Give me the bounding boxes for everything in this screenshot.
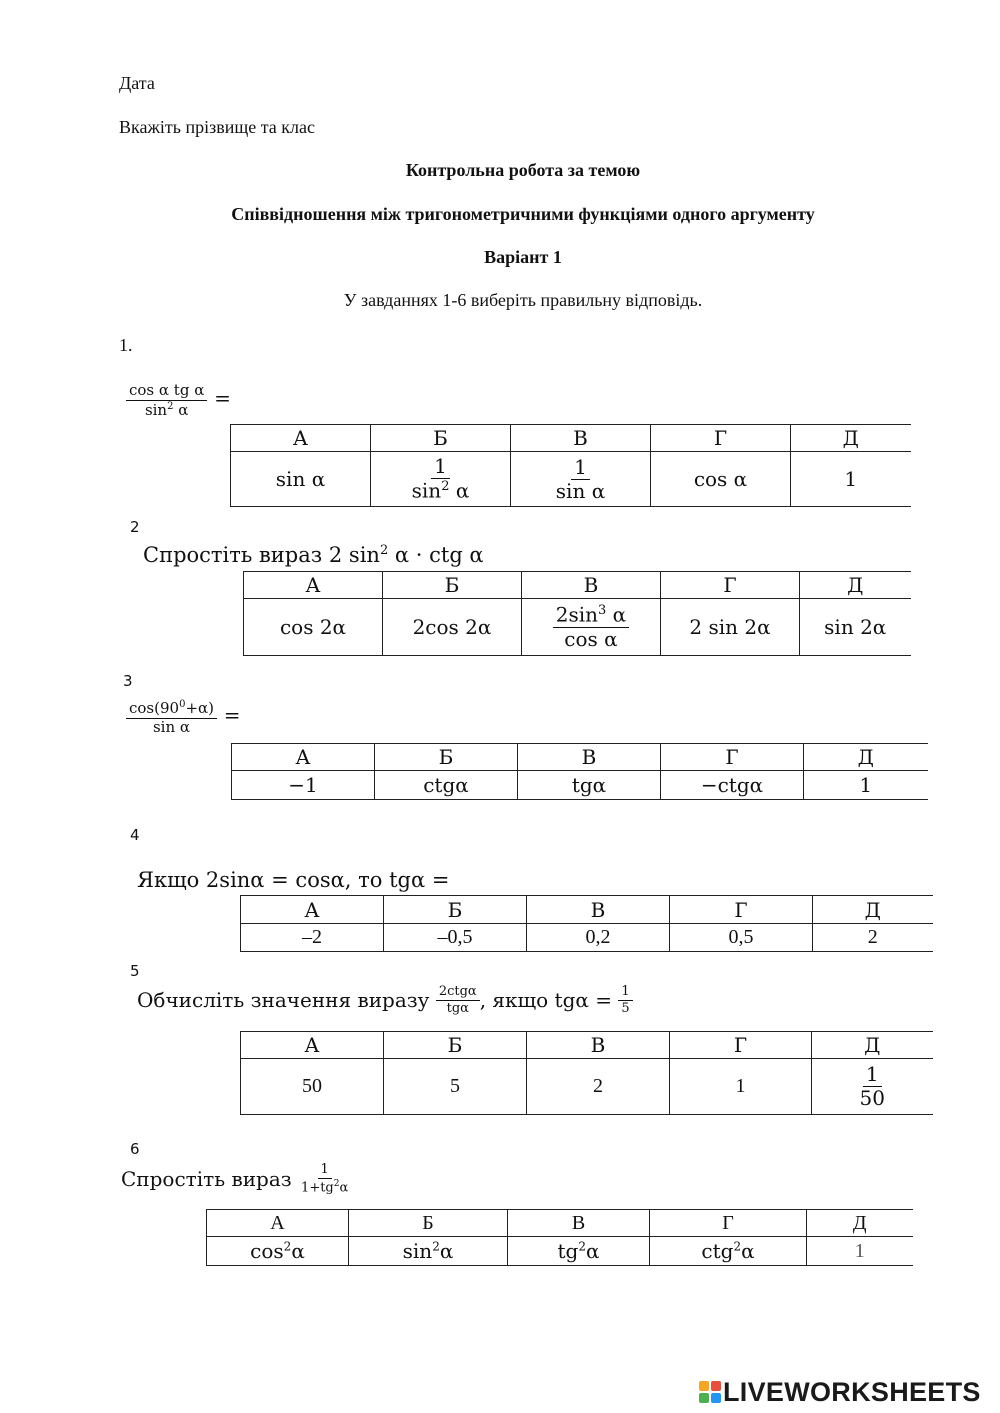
liveworksheets-wordmark: LIVEWORKSHEETS	[723, 1376, 981, 1407]
q2-c-num: 2sin	[555, 602, 599, 627]
q1-b-sup: 2	[441, 479, 450, 495]
question-2-number: 2	[130, 518, 140, 536]
q6-a-sup: 2	[283, 1239, 292, 1254]
q1-c-num: 1	[571, 457, 590, 480]
q1-den-sup: 2	[167, 400, 174, 412]
q3-num: cos(90	[129, 699, 180, 717]
q4-col-a: А	[241, 896, 384, 924]
q6-b: sin	[402, 1239, 433, 1263]
q1-equals: =	[214, 385, 231, 410]
q3-col-c: В	[518, 744, 661, 771]
question-6-text	[121, 1163, 351, 1195]
q6-option-e[interactable]: 1	[807, 1237, 913, 1266]
q6-option-d[interactable]	[650, 1237, 807, 1266]
test-subtitle: Співвідношення між тригонометричними функціями одного аргументу	[231, 204, 815, 224]
date-label: Дата	[119, 73, 155, 93]
q5-e-num: 1	[863, 1064, 882, 1087]
q4-col-e: Д	[813, 896, 933, 924]
q1-col-b: Б	[371, 425, 511, 452]
q6-col-c: В	[508, 1210, 650, 1237]
q2-c-sup: 3	[598, 603, 607, 619]
q5-val-num: 1	[618, 985, 632, 1001]
q4-option-d[interactable]: 0,5	[670, 924, 813, 952]
test-title: Контрольна робота за темою	[405, 160, 641, 180]
q2-c-den: cos α	[564, 626, 618, 651]
question-5-number: 5	[130, 962, 140, 980]
q6-text: Спростіть вираз	[121, 1166, 292, 1191]
question-3-expression	[126, 700, 241, 736]
q6-option-a[interactable]	[207, 1237, 349, 1266]
q6-frac-den2: α	[339, 1179, 349, 1195]
q1-option-c[interactable]	[511, 452, 651, 507]
q6-frac-num: 1	[318, 1163, 332, 1179]
question-1-options-table	[230, 424, 911, 507]
q5-option-c[interactable]: 2	[527, 1059, 670, 1115]
q3-col-e: Д	[804, 744, 928, 771]
q5-col-b: Б	[384, 1032, 527, 1059]
q6-col-d: Г	[650, 1210, 807, 1237]
q2-option-a[interactable]: cos 2α	[244, 599, 383, 656]
q1-col-a: А	[231, 425, 371, 452]
q3-option-c[interactable]: tgα	[518, 771, 661, 800]
variant-label: Варіант 1	[484, 247, 562, 267]
q6-frac-sup: 2	[333, 1178, 340, 1189]
q6-c2: α	[585, 1239, 600, 1263]
q6-option-c[interactable]	[508, 1237, 650, 1266]
q1-option-a[interactable]: sin α	[231, 452, 371, 507]
q1-col-d: Г	[651, 425, 791, 452]
q3-option-b[interactable]: ctgα	[375, 771, 518, 800]
q5-col-c: В	[527, 1032, 670, 1059]
q4-option-c[interactable]: 0,2	[527, 924, 670, 952]
question-2-text	[143, 543, 484, 567]
q6-a: cos	[250, 1239, 284, 1263]
question-5-options-table	[240, 1031, 933, 1115]
q2-text-b: α · ctg α	[394, 543, 484, 567]
question-6-options-table	[206, 1209, 913, 1266]
q1-option-b[interactable]	[371, 452, 511, 507]
q3-equals: =	[223, 702, 241, 727]
q5-option-d[interactable]: 1	[670, 1059, 812, 1115]
q1-col-e: Д	[791, 425, 911, 452]
q2-col-b: Б	[383, 572, 522, 599]
q6-b2: α	[439, 1239, 454, 1263]
q4-option-b[interactable]: –0,5	[384, 924, 527, 952]
q6-d-sup: 2	[733, 1239, 742, 1254]
q6-c-sup: 2	[578, 1239, 586, 1254]
q2-col-c: В	[522, 572, 661, 599]
question-2-options-table	[243, 571, 911, 656]
question-1-number: 1.	[119, 335, 133, 355]
q2-option-d[interactable]: 2 sin 2α	[661, 599, 800, 656]
q2-c-num2: α	[606, 602, 627, 627]
q6-col-b: Б	[349, 1210, 508, 1237]
q5-text-b: , якщо tgα =	[479, 988, 612, 1013]
q1-b-den: sin	[411, 478, 442, 503]
q6-c: tg	[557, 1239, 579, 1263]
q5-col-e: Д	[812, 1032, 933, 1059]
q3-option-a[interactable]: −1	[232, 771, 375, 800]
q2-sup: 2	[379, 543, 389, 558]
q2-option-e[interactable]: sin 2α	[800, 599, 911, 656]
q2-option-b[interactable]: 2cos 2α	[383, 599, 522, 656]
liveworksheets-logo-icon	[699, 1381, 721, 1403]
q3-col-b: Б	[375, 744, 518, 771]
q4-col-c: В	[527, 896, 670, 924]
q3-sup: 0	[179, 699, 186, 710]
q2-text-a: Спростіть вираз 2 sin	[143, 543, 380, 567]
q5-e-den: 50	[859, 1086, 885, 1110]
name-class-label: Вкажіть прізвище та клас	[119, 117, 315, 137]
question-5-text	[137, 985, 633, 1015]
q1-c-den: sin α	[555, 478, 606, 503]
q1-numerator: cos α tg α	[126, 383, 207, 401]
q2-option-c[interactable]	[522, 599, 661, 656]
question-1-expression	[126, 383, 231, 419]
q3-col-d: Г	[661, 744, 804, 771]
q4-col-d: Г	[670, 896, 813, 924]
q6-d2: α	[741, 1239, 755, 1263]
q5-col-d: Г	[670, 1032, 812, 1059]
q5-option-b[interactable]: 5	[384, 1059, 527, 1115]
q3-den: sin α	[152, 717, 191, 736]
q1-option-e[interactable]: 1	[791, 452, 911, 507]
question-4-options-table	[240, 895, 933, 952]
q6-frac-den: 1+tg	[301, 1179, 334, 1195]
q5-frac-num: 2ctgα	[436, 985, 480, 1001]
q1-den-var: α	[178, 400, 189, 419]
q4-option-e[interactable]: 2	[813, 924, 933, 952]
question-4-number: 4	[130, 826, 140, 844]
q5-option-a[interactable]: 50	[241, 1059, 384, 1115]
q5-val-den: 5	[621, 1000, 630, 1016]
q2-col-d: Г	[661, 572, 800, 599]
question-3-number: 3	[123, 672, 133, 690]
q5-col-a: А	[241, 1032, 384, 1059]
q6-b-sup: 2	[432, 1239, 440, 1254]
q6-col-e: Д	[807, 1210, 913, 1237]
q3-num2: +α)	[185, 699, 215, 717]
question-4-text: Якщо 2sinα = cosα, то tgα =	[137, 868, 450, 892]
question-3-options-table	[231, 743, 928, 800]
q6-option-b[interactable]	[349, 1237, 508, 1266]
q3-col-a: А	[232, 744, 375, 771]
q4-col-b: Б	[384, 896, 527, 924]
q3-option-d[interactable]: −ctgα	[661, 771, 804, 800]
question-6-number: 6	[130, 1140, 140, 1158]
q2-col-e: Д	[800, 572, 911, 599]
liveworksheets-logo	[699, 1378, 981, 1406]
q5-frac-den: tgα	[446, 1000, 469, 1016]
q1-b-num: 1	[431, 456, 450, 479]
q4-option-a[interactable]: –2	[241, 924, 384, 952]
q3-option-e[interactable]: 1	[804, 771, 928, 800]
q1-col-c: В	[511, 425, 651, 452]
q6-a2: α	[291, 1239, 305, 1263]
q6-col-a: А	[207, 1210, 349, 1237]
q6-d: ctg	[701, 1239, 734, 1263]
q1-den-base: sin	[144, 400, 168, 419]
instruction-text: У завданнях 1-6 виберіть правильну відповідь.	[343, 290, 703, 310]
q2-col-a: А	[244, 572, 383, 599]
q1-option-d[interactable]: cos α	[651, 452, 791, 507]
q5-text-a: Обчисліть значення виразу	[137, 988, 430, 1013]
q1-b-var: α	[455, 478, 470, 503]
q5-option-e[interactable]	[812, 1059, 933, 1115]
